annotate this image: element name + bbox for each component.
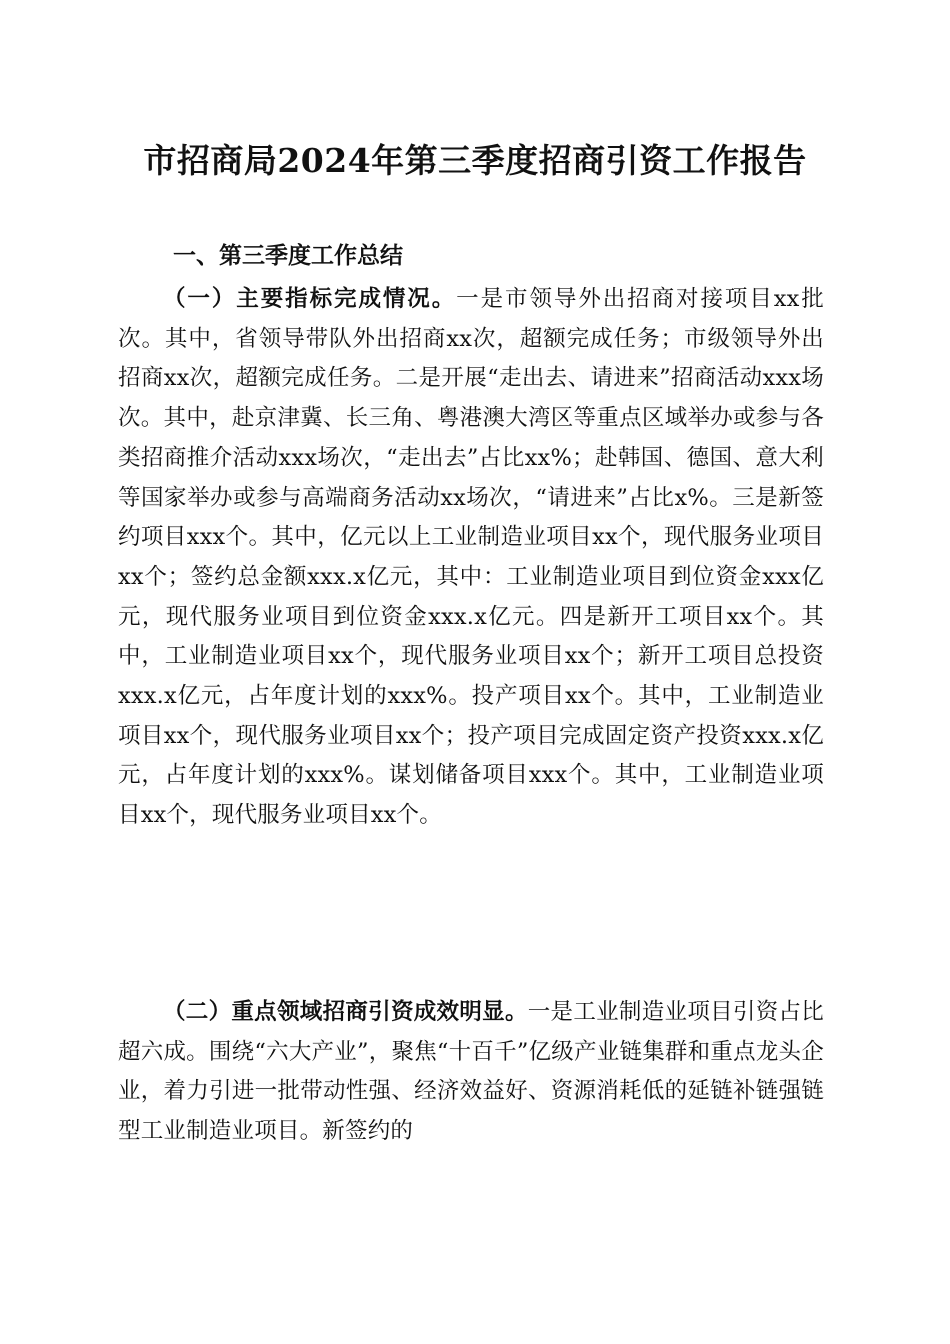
paragraph-lead: （二）重点领域招商引资成效明显。 xyxy=(163,999,528,1025)
paragraph-body: 一是工业制造业项目引资占比超六成。围绕“六大产业”，聚焦“十百千”亿级产业链集群和重点龙头企业，着力引进一批带动性强、经济效益好、资源消耗低的延链补链强链型工业制造业项目。新签约的 xyxy=(118,999,825,1145)
paragraph-body: 一是市领导外出招商对接项目xx批次。其中，省领导带队外出招商xx次，超额完成任务；市级领导外出招商xx次，超额完成任务。二是开展“走出去、请进来”招商活动xxx场次。其中，赴京津冀、长三角、粤港澳大湾区等重点区域举办或参与各类招商推介活动xxx场次，“走出去”占比xx%；赴韩国、德国、意大利等国家举办或参与高端商务活动xx场次，“请进来”占比x%。三是新签约项目xxx个。其中，亿元以上工业制造业项目xx个，现代服务业项目xx个；签约总金额xxx.x亿元，其中：工业制造业项目到位资金xxx亿元，现代服务业项目到位资金xxx.x亿元。四是新开工项目xx个。其中，工业制造业项目xx个，现代服务业项目xx个；新开工项目总投资xxx.x亿元，占年度计划的xxx%。投产项目xx个。其中，工业制造业项目xx个，现代服务业项目xx个；投产项目完成固定资产投资xxx.x亿元，占年度计划的xxx%。谋划储备项目xxx个。其中，工业制造业项目xx个，现代服务业项目xx个。 xyxy=(118,286,824,829)
section-heading: 一、第三季度工作总结 xyxy=(173,243,403,269)
paragraph-lead: （一）主要指标完成情况。 xyxy=(163,286,457,312)
paragraph-main-indicators xyxy=(118,280,824,836)
document-title: 市招商局2024年第三季度招商引资工作报告 xyxy=(143,141,807,180)
paragraph-key-fields xyxy=(118,993,824,1152)
